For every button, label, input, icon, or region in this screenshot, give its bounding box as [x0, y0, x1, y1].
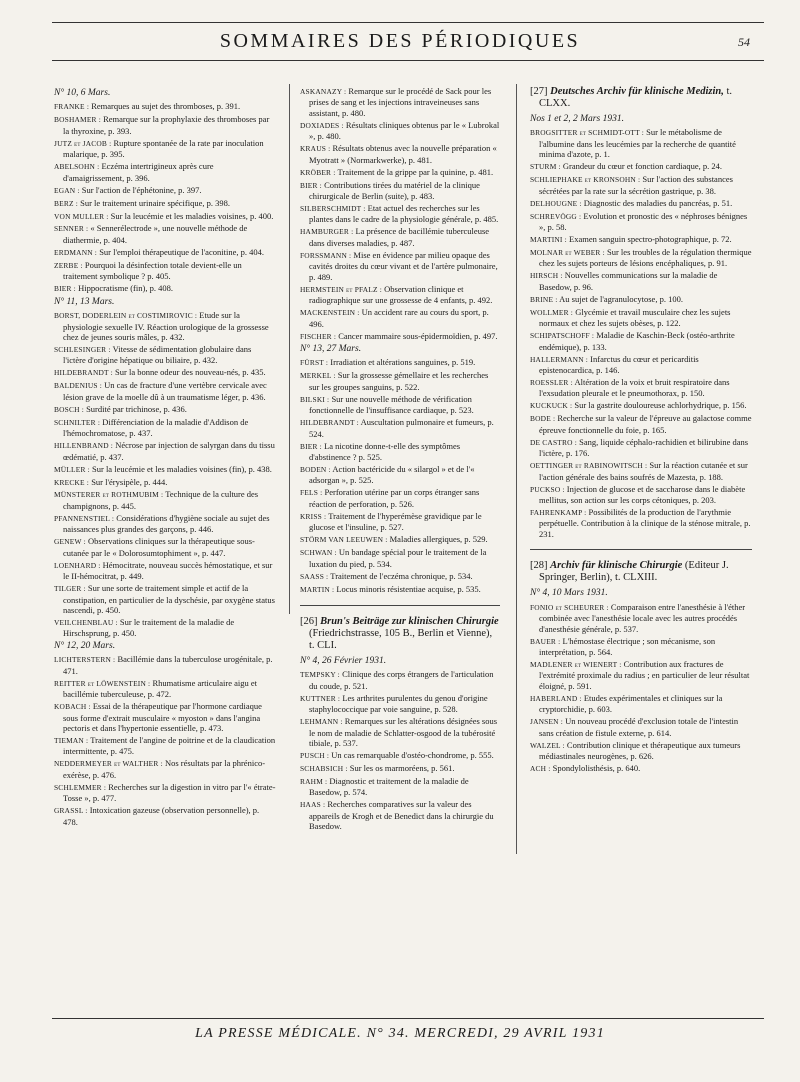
article-author: OETTINGER et RABINOWITSCH : — [530, 461, 648, 471]
article-title: Un bandage spécial pour le traitement de la luxation du pied, p. 534. — [309, 547, 487, 569]
article-title: Considérations d'hygiène sociale au sujet des naissances plus grandes des garçons, p. 446. — [63, 512, 270, 535]
article-author: HAMBURGER : — [300, 227, 354, 237]
article-title: Examen sanguin spectro-photographique, p. 72. — [569, 234, 732, 245]
article-title: Sur l'action des substances sécrétées par la rate sur la sécrétion gastrique, p. 38. — [539, 174, 733, 196]
article-title: Spondylolisthésis, p. 640. — [552, 763, 641, 774]
article-entry — [54, 782, 276, 804]
article-entry — [300, 394, 500, 416]
article-author: TIEMAN : — [54, 735, 89, 745]
article-title: Pourquoi la désinfection totale devient-elle un traitement symbolique ? p. 405. — [63, 259, 242, 282]
article-entry — [300, 763, 500, 774]
article-author: BERZ : — [54, 198, 78, 208]
article-author: HAAS : — [300, 800, 326, 810]
article-author: FISCHER : — [300, 331, 337, 341]
article-entry — [54, 404, 276, 415]
article-title: Rupture spontanée de la rate par inoculation malarique, p. 395. — [63, 137, 264, 160]
article-entry — [530, 198, 752, 209]
article-author: MARTINI : — [530, 235, 567, 245]
article-entry — [300, 547, 500, 569]
article-author: TEMPSKY : — [300, 670, 340, 680]
article-entry — [300, 571, 500, 582]
article-entry — [300, 716, 500, 748]
article-entry — [54, 344, 276, 366]
journal-details: (Friedrichstrasse, 105 B., Berlin et Vienne), t. CLI. — [309, 627, 493, 651]
article-author: GENEW : — [54, 537, 86, 547]
journal-name: Deutsches Archiv für klinische Medizin, — [550, 86, 724, 97]
article-title: Nécrose par injection de salyrgan dans du tissu œdématié, p. 437. — [63, 440, 275, 462]
article-author: ASKANAZY : — [300, 87, 347, 96]
article-author: GRASSL : — [54, 806, 88, 816]
article-author: ACH : — [530, 764, 551, 774]
article-entry — [530, 507, 752, 539]
article-title: Perforation utérine par un corps étranger sans réaction de perforation, p. 526. — [309, 487, 480, 509]
article-author: SCHLIEPHAKE et KRONSOHN : — [530, 175, 641, 185]
article-author: VEILCHENBLAU : — [54, 617, 118, 627]
article-entry — [54, 417, 276, 439]
article-title: Grandeur du cœur et fonction cardiaque, p. 24. — [562, 161, 722, 172]
article-author: TILGER : — [54, 584, 86, 594]
article-title: Essai de la thérapeutique par l'hormone cardiaque sous forme d'extrait musculaire « myoston » dans l'angina pectoris et dans l'hypertonie essentielle, p. 473. — [63, 701, 262, 734]
article-entry — [300, 799, 500, 831]
article-title: Observation clinique et radiographique sur une grossesse de 4 enfants, p. 492. — [309, 283, 493, 306]
article-title: Un accident rare au cours du sport, p. 496. — [309, 307, 489, 329]
page-number: 54 — [738, 35, 750, 49]
article-entry — [54, 583, 276, 615]
article-entry — [300, 167, 500, 178]
article-title: Au sujet de l'agranulocytose, p. 100. — [559, 293, 683, 304]
article-author: BORST, DODERLEIN et COSTIMIROVIC : — [54, 311, 198, 321]
article-author: BALDENIUS : — [54, 381, 102, 391]
article-entry — [530, 636, 752, 658]
article-author: ERDMANN : — [54, 247, 98, 257]
article-author: ABELSOHN : — [54, 162, 100, 172]
article-entry — [54, 617, 276, 639]
article-author: PFANNENSTIEL : — [54, 513, 115, 523]
article-author: SAASS : — [300, 571, 329, 581]
column-2 — [300, 86, 500, 833]
article-author: BRINE : — [530, 294, 558, 304]
article-author: SENNER : — [54, 224, 89, 234]
footer-journal-issue: LA PRESSE MÉDICALE. N° 34. MERCREDI, 29 AVRIL 1931 — [195, 1026, 605, 1041]
header-rule-top — [52, 22, 764, 23]
issue-heading: N° 4, 26 Février 1931. — [300, 655, 387, 666]
article-author: FONIO et SCHEURER : — [530, 602, 609, 612]
article-entry — [300, 776, 500, 798]
article-author: BODE : — [530, 414, 556, 424]
column-divider-right — [516, 84, 517, 854]
article-entry — [530, 270, 752, 292]
article-title: Surdité par trichinose, p. 436. — [86, 403, 187, 414]
article-author: RAHM : — [300, 777, 328, 787]
article-title: Evolution et pronostic des « néphroses bénignes », p. 58. — [539, 210, 748, 233]
article-entry — [300, 331, 500, 342]
article-title: Glycémie et travail musculaire chez les sujets normaux et chez les sujets obèses, p. 122. — [539, 306, 731, 329]
article-entry — [300, 357, 500, 368]
article-author: SCHWAN : — [300, 548, 337, 558]
article-title: Auscultation pulmonaire et fumeurs, p. 524. — [309, 417, 494, 439]
article-entry — [530, 174, 752, 196]
article-author: LICHTERSTERN : — [54, 655, 116, 665]
article-title: Sur l'action de l'éphétonine, p. 397. — [81, 184, 202, 195]
article-title: Technique de la culture des champignons, p. 445. — [63, 489, 259, 511]
article-author: BOSCH : — [54, 404, 84, 414]
article-title: Traitement de la grippe par la quinine, p. 481. — [337, 166, 494, 177]
article-entry — [54, 114, 276, 136]
header-rule-bottom — [52, 60, 764, 61]
journal-name: Brun's Beiträge zur klinischen Chirurgie — [320, 615, 499, 627]
article-author: HALLERMANN : — [530, 354, 589, 364]
article-title: Contributions tirées du matériel de la clinique chirurgicale de Berlin (suite), p. 483. — [309, 179, 480, 202]
article-title: Recherches sur la digestion in vitro par l'« étrate-Tosse », p. 477. — [63, 781, 276, 804]
article-title: Différenciation de la maladie d'Addison de l'hémochromatose, p. 437. — [63, 416, 249, 439]
article-entry — [300, 534, 500, 545]
journal-number: [28] — [530, 560, 548, 572]
article-entry — [54, 735, 276, 757]
article-entry — [300, 143, 500, 165]
issue-heading: N° 10, 6 Mars. — [54, 88, 111, 98]
article-author: DELHOUGNE : — [530, 198, 582, 208]
article-author: ROESSLER : — [530, 377, 573, 387]
article-entry — [530, 377, 752, 399]
journal-heading — [530, 560, 752, 584]
article-entry — [530, 127, 752, 159]
column-3 — [530, 86, 752, 776]
article-entry — [300, 226, 500, 248]
journal-name: Archiv für klinische Chirurgie — [550, 560, 683, 572]
article-title: Sur l'érysipèle, p. 444. — [91, 476, 168, 487]
article-entry — [54, 367, 276, 378]
article-title: Hémocitrate, nouveau succès hémostatique, et sur le II-hémocitrat, p. 449. — [63, 559, 273, 582]
article-entry — [54, 260, 276, 282]
article-entry — [530, 740, 752, 762]
article-author: BIER : — [300, 180, 322, 190]
journal-number: [27] — [530, 86, 548, 97]
article-title: Résultats obtenus avec la nouvelle préparation « Myotratt » (Normarkwerke), p. 481. — [309, 143, 497, 165]
article-entry — [530, 354, 752, 376]
article-title: Un cas remarquable d'ostéo-chondrome, p. 555. — [331, 750, 494, 761]
article-entry — [530, 693, 752, 715]
article-entry — [530, 484, 752, 506]
article-author: FORSSMANN : — [300, 250, 352, 260]
article-title: Etudes expérimentales et cliniques sur la cryptorchidie, p. 603. — [539, 692, 723, 715]
article-author: HERMSTEIN et PFALZ : — [300, 284, 383, 294]
article-title: Traitement de l'hyperémèse gravidique par le glucose et l'insuline, p. 527. — [309, 510, 482, 533]
article-title: Un nouveau procédé d'exclusion totale de l'intestin sans création de fistule externe, p. 614. — [539, 716, 739, 738]
article-entry — [300, 584, 500, 595]
issue-heading: Nos 1 et 2, 2 Mars 1931. — [530, 114, 624, 124]
page-title: SOMMAIRES DES PÉRIODIQUES — [219, 30, 581, 52]
article-entry — [530, 602, 752, 634]
article-author: MOLNAR et WEBER : — [530, 247, 605, 257]
article-author: HILLENBRAND : — [54, 441, 114, 451]
article-title: Possibilités de la production de l'arythmie perpétuelle. Contribution à la clinique de la sténose mitrale, p. 231. — [539, 506, 751, 539]
article-title: Sur la bonne odeur des nouveau-nés, p. 435. — [115, 367, 266, 378]
article-entry — [530, 659, 752, 691]
article-title: Nouvelles communications sur la maladie de Basedow, p. 96. — [539, 270, 718, 292]
article-title: La présence de bacillémie tuberculeuse dans diverses maladies, p. 487. — [309, 226, 490, 248]
section-separator — [530, 549, 752, 550]
article-entry — [300, 487, 500, 509]
article-entry — [54, 477, 276, 488]
article-author: HILDEBRANDT : — [54, 368, 113, 378]
article-entry — [300, 370, 500, 392]
article-author: BAUER : — [530, 636, 561, 646]
article-title: Sur les os marmoréens, p. 561. — [349, 763, 455, 774]
article-entry — [530, 234, 752, 245]
article-title: Sur les troubles de la régulation thermique chez les sujets porteurs de lésions encéphaliques, p. 91. — [539, 246, 752, 269]
article-author: KUTTNER : — [300, 693, 341, 703]
article-entry — [530, 161, 752, 172]
article-author: EGAN : — [54, 185, 80, 195]
article-entry — [530, 763, 752, 774]
article-title: Mise en évidence par milieu opaque des cavités droites du cœur vivant et de l'artère pulmonaire, p. 489. — [309, 249, 498, 282]
article-title: Traitement de l'angine de poitrine et de la claudication intermittente, p. 475. — [63, 734, 276, 757]
issue-heading: N° 11, 13 Mars. — [54, 296, 115, 307]
article-entry — [300, 417, 500, 439]
article-author: HABERLAND : — [530, 693, 582, 703]
article-author: KRISS : — [300, 511, 327, 521]
article-entry — [54, 536, 276, 558]
article-author: SCHREVÖGG : — [530, 211, 582, 221]
article-author: BODEN : — [300, 465, 331, 474]
article-author: FRANKE : — [54, 102, 90, 112]
article-author: MÜLLER : — [54, 464, 90, 474]
article-entry — [54, 380, 276, 402]
article-title: Clinique des corps étrangers de l'articulation du coude, p. 521. — [309, 669, 494, 691]
article-title: Sur une nouvelle méthode de vérification fonctionnelle de l'insuffisance cardiaque, p. 523. — [309, 393, 474, 416]
article-author: STÖRM VAN LEEUWEN : — [300, 535, 388, 545]
article-title: Contribution aux fractures de l'extrémité proximale du radius ; en particulier de leur résultat éloigné, p. 591. — [539, 659, 750, 691]
article-title: Sur le métabolisme de l'albumine dans les leucémies par la recherche de quantité minima d'azote, p. 1. — [539, 127, 736, 160]
article-author: FAHRENKAMP : — [530, 507, 587, 517]
article-entry — [300, 750, 500, 761]
article-title: Maladies allergiques, p. 529. — [389, 534, 488, 545]
article-entry — [54, 805, 276, 827]
article-title: Eczéma intertrigineux après cure d'amaigrissement, p. 396. — [63, 161, 214, 183]
article-entry — [530, 211, 752, 233]
article-author: MACKENSTEIN : — [300, 308, 360, 318]
article-author: FÜRST : — [300, 358, 329, 368]
article-author: JANSEN : — [530, 717, 564, 727]
article-title: Irradiation et altérations sanguines, p. 519. — [330, 357, 476, 368]
article-author: BIER : — [54, 284, 76, 294]
article-title: Locus minoris résistentiae acquise, p. 535. — [336, 583, 481, 594]
article-title: Sur la grossesse gémellaire et les recherches sur les groupes sanguins, p. 522. — [309, 370, 489, 392]
article-title: Rhumatisme articulaire aigu et bacillémie tuberculeuse, p. 472. — [63, 677, 257, 700]
article-entry — [54, 247, 276, 258]
article-title: Remarque sur la prophylaxie des thromboses par la thyroxine, p. 393. — [63, 114, 270, 136]
article-entry — [300, 120, 500, 142]
article-title: Recherches comparatives sur la valeur des appareils de Krogh et de Benedict dans la chirurgie du Basedow. — [309, 799, 494, 832]
article-author: WOLLMER : — [530, 307, 574, 317]
article-author: MARTIN : — [300, 584, 335, 594]
article-entry — [530, 294, 752, 305]
article-entry — [530, 330, 752, 352]
article-entry — [54, 440, 276, 462]
article-author: HIRSCH : — [530, 271, 563, 281]
article-entry — [300, 284, 500, 306]
article-author: LEHMANN : — [300, 717, 343, 727]
article-title: Remarques au sujet des thromboses, p. 391. — [91, 101, 241, 112]
article-entry — [530, 413, 752, 435]
article-title: Un cas de fracture d'une vertèbre cervicale avec lésion grave de la moelle dû à un traumatisme léger, p. 436. — [63, 380, 267, 402]
article-author: MERKEL : — [300, 371, 336, 381]
article-title: La nicotine donne-t-elle des symptômes d'abstinence ? p. 525. — [309, 440, 461, 463]
article-author: PUCKSO : — [530, 484, 565, 494]
article-title: Recherche sur la valeur de l'épreuve au galactose comme épreuve fonctionnelle du foie, p. 165. — [539, 413, 752, 435]
article-entry — [300, 307, 500, 329]
article-entry — [54, 138, 276, 160]
article-author: KRÖBER : — [300, 167, 336, 177]
article-title: Comparaison entre l'anesthésie à l'éther combinée avec l'anesthésie locale avec les autres procédés d'anesthésie générale, p. 537. — [539, 601, 746, 634]
article-title: Injection de glucose et de saccharose dans le diabète mellitus, son action sur les corps cétoniques, p. 203. — [539, 483, 746, 505]
article-entry — [54, 198, 276, 209]
article-entry — [54, 513, 276, 535]
article-entry — [54, 560, 276, 582]
article-title: Sur le traitement urinaire spécifique, p. 398. — [80, 197, 231, 208]
journal-number: [26] — [300, 615, 318, 627]
article-title: Contribution clinique et thérapeutique aux tumeurs médiastinales neurogènes, p. 626. — [539, 739, 741, 762]
article-entry — [300, 669, 500, 691]
article-entry — [300, 180, 500, 202]
article-entry — [54, 161, 276, 183]
article-title: Sur l'emploi thérapeutique de l'aconitine, p. 404. — [99, 246, 264, 257]
article-author: MÜNSTERER et ROTHMUBIM : — [54, 490, 164, 500]
article-entry — [300, 693, 500, 715]
article-author: BOSHAMER : — [54, 115, 101, 125]
footer-rule — [52, 1018, 764, 1019]
article-author: SCHNILTER : — [54, 417, 101, 427]
journal-heading — [300, 616, 500, 652]
article-author: SCHIPATSCHOFF : — [530, 331, 595, 341]
article-entry — [54, 489, 276, 511]
article-author: VON MULLER : — [54, 211, 109, 221]
article-author: SILBERSCHMIDT : — [300, 204, 366, 214]
column-1 — [54, 86, 276, 829]
article-title: Diagnostic des maladies du pancréas, p. 51. — [583, 197, 733, 208]
article-author: WALZEL : — [530, 740, 565, 750]
article-entry — [300, 464, 500, 486]
article-entry — [300, 511, 500, 533]
article-entry — [54, 654, 276, 676]
article-author: STURM : — [530, 162, 561, 172]
article-title: Sang, liquide céphalo-rachidien et bilirubine dans l'ictère, p. 176. — [539, 436, 749, 459]
article-title: L'hémostase électrique ; son mécanisme, son interprétation, p. 564. — [539, 635, 716, 658]
article-author: KUCKUCK : — [530, 401, 573, 411]
article-author: DOXIADES : — [300, 120, 344, 130]
article-entry — [300, 203, 500, 225]
article-title: Sur la leucémie et les maladies voisines, p. 400. — [110, 210, 274, 221]
article-author: REITTER et LÖWENSTEIN : — [54, 678, 151, 688]
article-entry — [54, 101, 276, 112]
article-author: JUTZ et JACOB : — [54, 138, 112, 148]
article-author: ZERBE : — [54, 260, 83, 270]
article-author: KOBACH : — [54, 702, 91, 712]
journal-details: t. CLXX. — [539, 86, 733, 109]
article-title: Sur la réaction cutanée et sur l'action générale des bains soufrés de Mazesta, p. 188. — [539, 460, 748, 482]
article-title: Etude sur la physiologie sexuelle IV. Réaction urologique de la grossesse chez de jeunes souris mâles, p. 432. — [63, 310, 269, 343]
article-title: Maladie de Kaschin-Beck (ostéo-arthrite endémique), p. 133. — [539, 330, 735, 352]
article-entry — [300, 250, 500, 282]
article-entry — [300, 441, 500, 463]
article-entry — [54, 211, 276, 222]
issue-heading: N° 4, 10 Mars 1931. — [530, 588, 608, 599]
article-entry — [54, 758, 276, 780]
article-author: LOENHARD : — [54, 560, 101, 570]
article-title: Vitesse de sédimentation globulaire dans l'ictère d'origine hépatique ou biliaire, p. 432. — [63, 344, 252, 366]
article-author: PUSCH : — [300, 751, 330, 761]
article-title: Résultats cliniques obtenus par le « Lubrokal », p. 480. — [309, 119, 500, 142]
article-author: NEDDERMEYER et WALTHER : — [54, 759, 163, 769]
article-entry — [530, 307, 752, 329]
article-title: Les arthrites purulentes du genou d'origine staphylococcique par voie sanguine, p. 528. — [309, 692, 488, 715]
article-title: Action bactéricide du « silargol » et de l'« adsorgan », p. 525. — [309, 464, 475, 486]
article-entry — [54, 223, 276, 245]
article-entry — [530, 247, 752, 269]
article-title: Intoxication gazeuse (observation personnelle), p. 478. — [63, 805, 260, 827]
article-entry — [54, 310, 276, 342]
article-entry — [530, 400, 752, 411]
article-author: KRECKE : — [54, 477, 90, 487]
article-entry — [54, 185, 276, 196]
article-author: MADLENER et WIENERT : — [530, 660, 622, 670]
article-title: Sur une sorte de traitement simple et actif de la constipation, en particulier de la dyschésie, par oxygène status nascendi, p. 450. — [63, 583, 275, 615]
article-author: KRAUS : — [300, 144, 331, 154]
article-author: BILSKI : — [300, 394, 330, 404]
article-title: Remarque sur le procédé de Sack pour les prises de sang et les injections intraveineuses sans assistant, p. 480. — [309, 86, 492, 118]
article-entry — [54, 283, 276, 294]
article-title: Diagnostic et traitement de la maladie de Basedow, p. 574. — [309, 776, 469, 798]
article-title: « Sennerélectrode », une nouvelle méthode de diathermie, p. 404. — [63, 223, 248, 245]
article-entry — [300, 86, 500, 118]
article-title: Etat actuel des recherches sur les plantes dans le cadre de la physiologie générale, p. 485. — [309, 203, 499, 225]
article-entry — [54, 464, 276, 475]
article-author: HILDEBRANDT : — [300, 418, 359, 428]
article-entry — [530, 437, 752, 459]
article-author: BROGSITTER et SCHMIDT-OTT : — [530, 128, 644, 138]
article-author: SCHLEMMER : — [54, 782, 107, 792]
article-title: Hippocratisme (fin), p. 408. — [78, 283, 173, 294]
article-title: Observations cliniques sur la thérapeutique sous-cutanée par le « Dolorosumtophiment », p. 447. — [63, 536, 255, 558]
article-title: Bacillémie dans la tuberculose urogénitale, p. 471. — [63, 654, 273, 676]
article-title: Cancer mammaire sous-épidermoïdien, p. 497. — [338, 330, 498, 341]
article-title: Sur le traitement de la maladie de Hirschsprung, p. 450. — [63, 616, 235, 639]
journal-details: (Editeur J. Springer, Berlin), t. CLXIII. — [539, 560, 729, 584]
article-entry — [54, 701, 276, 733]
article-title: Infarctus du cœur et pericarditis epistenocardica, p. 146. — [539, 353, 699, 376]
article-title: Traitement de l'eczéma chronique, p. 534. — [330, 570, 473, 581]
article-entry — [530, 716, 752, 738]
article-author: FELS : — [300, 488, 323, 498]
article-title: Remarques sur les altérations désignées sous le nom de maladie de Schlatter-osgood de la tubérosité tibiale, p. 537. — [309, 716, 498, 749]
issue-heading: N° 12, 20 Mars. — [54, 640, 116, 651]
article-title: Sur la gastrite douloureuse achlorhydrique, p. 156. — [574, 400, 747, 411]
article-author: DE CASTRO : — [530, 437, 577, 447]
article-author: SCHLESINGER : — [54, 345, 111, 355]
section-separator — [300, 605, 500, 606]
article-title: Nos résultats par la phrénico-exérèse, p. 476. — [63, 758, 266, 780]
article-entry — [530, 460, 752, 482]
article-title: Sur la leucémie et les maladies voisines (fin), p. 438. — [92, 463, 272, 474]
issue-heading: N° 13, 27 Mars. — [300, 343, 362, 354]
article-title: Altération de la voix et bruit respiratoire dans l'exsudation pleurale et le pneumothorax, p. 150. — [539, 376, 730, 399]
article-author: BIER : — [300, 441, 322, 451]
column-divider-left — [289, 84, 290, 614]
article-author: SCHABSICH : — [300, 764, 348, 774]
article-entry — [54, 678, 276, 700]
journal-heading — [530, 86, 752, 110]
